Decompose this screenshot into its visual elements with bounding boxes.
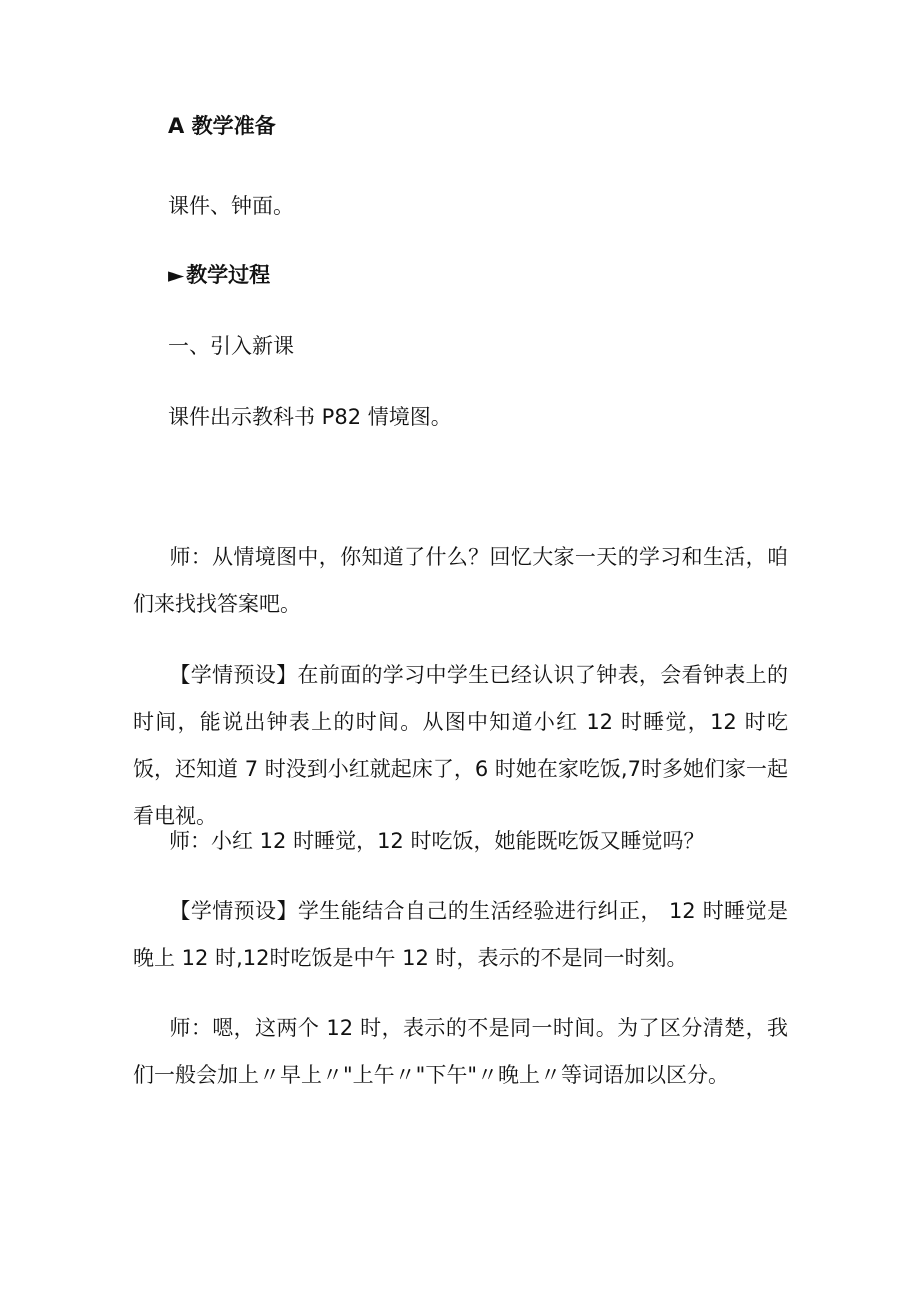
teaching-process-heading: [168, 261, 270, 289]
student-preset-paragraph: 【学情预设】学生能结合自己的生活经验进行纠正， 12 时睡觉是晚上 12 时,12时吃饭是中午 12 时，表示的不是同一时刻。: [133, 899, 788, 970]
part-one-intro: 课件出示教科书 P82 情境图。: [168, 405, 452, 429]
teacher-question-paragraph: 师：从情境图中，你知道了什么？回忆大家一天的学习和生活，咱们来找找答案吧。: [133, 545, 788, 616]
teaching-prep-heading: [168, 112, 276, 140]
part-one-title: 一、引入新课: [168, 334, 294, 358]
heading-marker: A: [168, 114, 185, 138]
heading-text: 教学准备: [191, 114, 276, 138]
heading-text: 教学过程: [186, 263, 271, 287]
teacher-question-paragraph: 师：小红 12 时睡觉，12 时吃饭，她能既吃饭又睡觉吗？: [169, 829, 705, 853]
teacher-explanation-paragraph: 师：嗯，这两个 12 时，表示的不是同一时间。为了区分清楚，我们一般会加上〃早上〃"上午〃"下午"〃晚上〃等词语加以区分。: [133, 1016, 788, 1087]
teaching-prep-content: 课件、钟面。: [168, 194, 294, 218]
triangle-bullet-icon: ►: [168, 263, 185, 287]
student-preset-paragraph: 【学情预设】在前面的学习中学生已经认识了钟表，会看钟表上的时间，能说出钟表上的时间。从图中知道小红 12 时睡觉，12 时吃饭，还知道 7 时没到小红就起床了，6 时她在家吃饭,7时多她们家一起看电视。: [133, 663, 788, 828]
